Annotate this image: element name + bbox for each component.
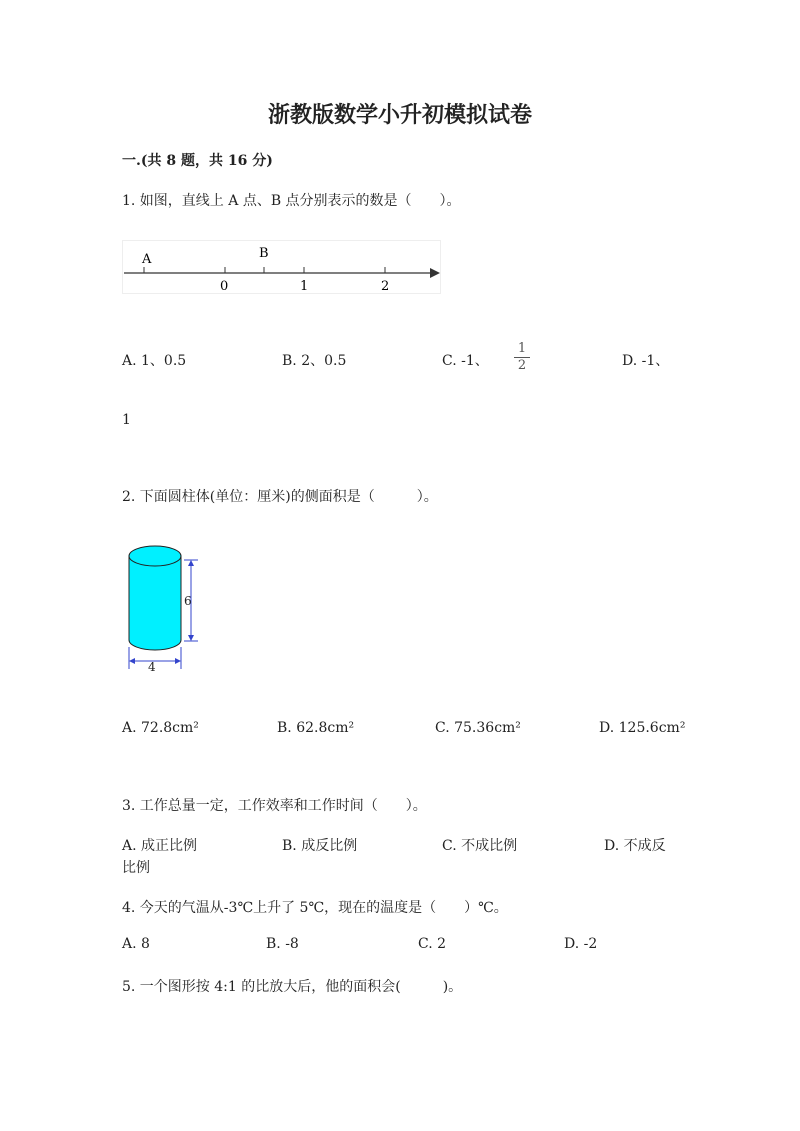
tick-label-2: 2 xyxy=(381,279,390,294)
number-line-figure xyxy=(122,240,442,295)
q1-option-d-continued: 1 xyxy=(122,412,131,428)
cylinder-figure xyxy=(120,535,200,675)
number-line-arrow xyxy=(430,268,440,278)
q3-option-d-continued: 比例 xyxy=(122,860,150,876)
q3-option-d[interactable]: D. 不成反 xyxy=(604,838,666,854)
point-a-label: A xyxy=(142,252,152,267)
q2-option-b[interactable]: B. 62.8cm² xyxy=(277,720,355,736)
fraction-denominator: 2 xyxy=(517,358,527,373)
q1-option-a[interactable]: A. 1、0.5 xyxy=(122,353,187,369)
question-3-text: 3. 工作总量一定，工作效率和工作时间（ ）。 xyxy=(122,798,427,814)
question-5-text: 5. 一个图形按 4:1 的比放大后，他的面积会( )。 xyxy=(122,979,463,995)
tick-label-1: 1 xyxy=(300,279,309,294)
q1-option-c[interactable]: C. -1、 xyxy=(442,353,489,369)
question-1-text: 1. 如图，直线上 A 点、B 点分别表示的数是（ ）。 xyxy=(122,193,461,209)
cylinder-body xyxy=(129,556,181,650)
page-title: 浙教版数学小升初模拟试卷 xyxy=(267,102,532,128)
q3-option-a[interactable]: A. 成正比例 xyxy=(122,838,198,854)
q1-option-b[interactable]: B. 2、0.5 xyxy=(282,353,347,369)
tick-label-0: 0 xyxy=(220,279,229,294)
q3-option-c[interactable]: C. 不成比例 xyxy=(442,838,518,854)
q4-option-d[interactable]: D. -2 xyxy=(564,936,598,952)
height-label: 6 xyxy=(184,594,192,608)
point-b-label: B xyxy=(259,246,269,261)
fraction-numerator: 1 xyxy=(517,341,527,356)
q4-option-b[interactable]: B. -8 xyxy=(266,936,299,952)
question-2-text: 2. 下面圆柱体(单位：厘米)的侧面积是（ ）。 xyxy=(122,489,438,505)
q4-option-a[interactable]: A. 8 xyxy=(122,936,150,952)
q2-option-a[interactable]: A. 72.8cm² xyxy=(122,720,199,736)
q4-option-c[interactable]: C. 2 xyxy=(418,936,447,952)
q1-option-c-fraction xyxy=(514,342,530,373)
q2-option-c[interactable]: C. 75.36cm² xyxy=(435,720,521,736)
question-4-text: 4. 今天的气温从-3℃上升了 5℃，现在的温度是（ ）℃。 xyxy=(122,900,508,916)
cylinder-top xyxy=(129,546,181,566)
section-heading: 一.(共 8 题，共 16 分) xyxy=(122,153,273,169)
q2-option-d[interactable]: D. 125.6cm² xyxy=(599,720,686,736)
q1-option-d[interactable]: D. -1、 xyxy=(622,353,670,369)
diameter-label: 4 xyxy=(148,660,156,674)
q3-option-b[interactable]: B. 成反比例 xyxy=(282,838,358,854)
